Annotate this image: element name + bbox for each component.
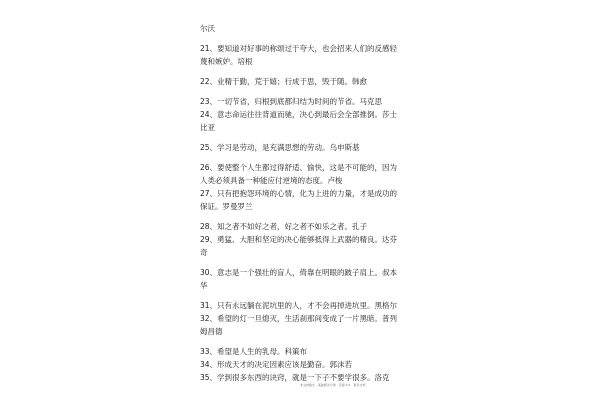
text-line: 34、形成天才的决定因素应该是勤奋。郭沫若: [200, 360, 353, 369]
page-footer: 本文档格式 · 基础相关分类 · 页面 1/1 · 更多文档: [300, 383, 366, 387]
line-gap: [200, 292, 422, 299]
line-gap: [200, 154, 422, 161]
line-gap: [200, 88, 422, 95]
text-line: 21、要知道对好事的称颂过于夸大，也会招来人们的反感轻: [200, 44, 398, 53]
text-line: 32、希望的灯一旦熄灭，生活刹那间变成了一片黑暗。普列: [200, 314, 398, 323]
text-line: 35、学到很多东西的诀窍，就是一下子不要学很多。洛克: [200, 373, 390, 382]
text-line: 保证。罗曼罗兰: [200, 202, 253, 211]
text-line: 25、学习是劳动，是充满思想的劳动。乌申斯基: [200, 143, 360, 152]
text-line: 23、一切节省，归根到底都归结为时间的节省。马克思: [200, 97, 383, 106]
text-line: 24、意志命运往往背道而驰，决心到最后会全部推倒。莎士: [200, 110, 398, 119]
text-line: 28、知之者不如好之者，好之者不如乐之者。孔子: [200, 222, 368, 231]
text-line: 26、要使整个人生都过得舒适、愉快，这是不可能的，因为: [200, 163, 398, 172]
text-line: 人类必须具备一种能应付逆境的态度。卢梭: [200, 176, 343, 185]
line-gap: [200, 68, 422, 75]
text-line: 33、希望是人生的乳母。科策布: [200, 347, 308, 356]
text-line: 蔑和嫉妒。培根: [200, 57, 253, 66]
text-line: 27、只有把抱怨环境的心情，化为上进的力量，才是成功的: [200, 189, 398, 198]
text-line: 30、意志是一个强壮的盲人，倚靠在明眼的跛子肩上。叔本: [200, 268, 398, 277]
text-line: 姆昌德: [200, 327, 223, 336]
line-gap: [200, 338, 422, 345]
quote-list: [200, 22, 422, 384]
line-gap: [200, 134, 422, 141]
line-gap: [200, 259, 422, 266]
text-line: 尔沃: [200, 24, 215, 33]
text-line: 奇: [200, 248, 208, 257]
text-line: 22、业精于勤，荒于嬉；行成于思，毁于随。韩愈: [200, 77, 368, 86]
text-line: 华: [200, 281, 208, 290]
line-gap: [200, 35, 422, 42]
text-line: 29、勇猛、大胆和坚定的决心能够抵得上武器的精良。达芬: [200, 235, 398, 244]
text-line: 31、只有永远躺在泥坑里的人，才不会再掉进坑里。黑格尔: [200, 301, 398, 310]
text-line: 比亚: [200, 123, 215, 132]
line-gap: [200, 213, 422, 220]
